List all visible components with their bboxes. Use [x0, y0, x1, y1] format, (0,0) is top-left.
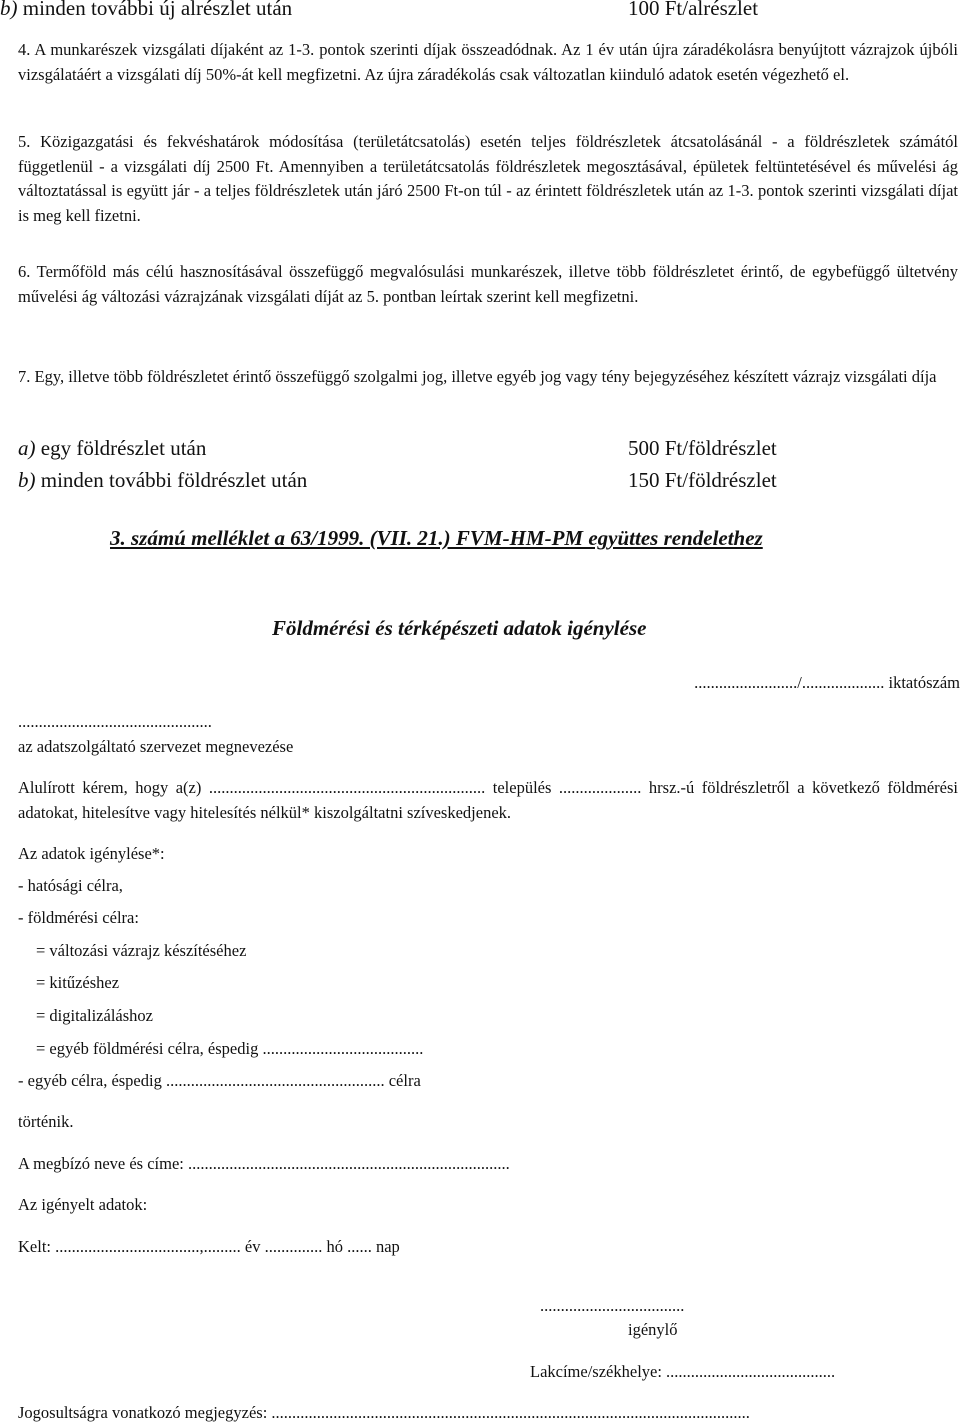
purpose-item: = digitalizáláshoz: [36, 1006, 153, 1025]
client-line: A megbízó neve és címe: ..............................................................................: [18, 1154, 510, 1173]
purpose-header: Az adatok igénylése*:: [18, 844, 165, 863]
request-paragraph: Alulírott kérem, hogy a(z) ................................................................... település .................... hrsz.-ú földrészletről a következő földmérési adatokat, hitelesítve vagy hitelesítés nélkül* kiszolgáltatni szíveskedjenek.: [18, 778, 958, 822]
paragraph-7: 7. Egy, illetve több földrészletet érintő összefüggő szolgalmi jog, illetve egyéb jog vagy tény bejegyzéséhez készített vázrajz vizsgálati díja: [18, 367, 937, 386]
fee-line-b: [18, 468, 307, 493]
organization-name-dots: ...............................................: [18, 712, 212, 731]
fee-prefix: b): [18, 468, 36, 492]
purpose-item: - földmérési célra:: [18, 908, 139, 927]
organization-name-label: az adatszolgáltató szervezet megnevezése: [18, 737, 294, 756]
purpose-item: - hatósági célra,: [18, 876, 123, 895]
fee-prefix: b): [0, 0, 18, 20]
legal-note-line: Jogosultságra vonatkozó megjegyzés: ....................................................................................................................: [18, 1403, 750, 1422]
paragraph-5: 5. Közigazgatási és fekvéshatárok módosítása (területátcsatolás) esetén teljes földrészletek átcsatolásánál - a földrészletek számától függetlenül - a vizsgálati díj 2500 Ft. Amennyiben a területátcsatolás földrészletek megosztásával, épületek feltüntetésével és művelési ág változtatással is együtt jár - a teljes földrészletek után járó 2500 Ft-on túl - az érintett földrészletek után az 1-3. pontok szerinti vizsgálati díjat is meg kell fizetni.: [18, 132, 958, 225]
fee-line-a: [18, 436, 206, 461]
requested-data-label: Az igényelt adatok:: [18, 1195, 148, 1214]
fee-label: minden további földrészlet után: [35, 468, 308, 492]
fee-amount-top: 100 Ft/alrészlet: [628, 0, 759, 20]
tortenik-text: történik.: [18, 1112, 74, 1131]
purpose-item: = változási vázrajz készítéséhez: [36, 941, 247, 960]
annex-title: 3. számú melléklet a 63/1999. (VII. 21.) FVM-HM-PM együttes rendelethez: [110, 526, 763, 550]
fee-amount-a: 500 Ft/földrészlet: [628, 436, 777, 460]
signature-label: igénylő: [628, 1320, 678, 1339]
form-title: Földmérési és térképészeti adatok igénylése: [272, 616, 647, 640]
fee-label: minden további új alrészlet után: [17, 0, 293, 20]
purpose-item: = egyéb földmérési célra, éspedig .......................................: [36, 1039, 424, 1058]
purpose-item: - egyéb célra, éspedig ..................................................... célra: [18, 1071, 421, 1090]
fee-line-top: [0, 0, 292, 21]
paragraph-4: 4. A munkarészek vizsgálati díjaként az 1-3. pontok szerinti díjak összeadódnak. Az 1 év után újra záradékolásra benyújtott vázrajzok újbóli vizsgálatáért a vizsgálati díj 50%-át kell megfizetni. Az újra záradékolás csak változatlan kiinduló adatok esetén végezhető el.: [18, 40, 958, 84]
date-line: Kelt: ...................................,......... év .............. hó ...... nap: [18, 1237, 400, 1256]
fee-amount-b: 150 Ft/földrészlet: [628, 468, 777, 492]
signature-dots: ...................................: [540, 1296, 685, 1315]
address-line: Lakcíme/székhelye: .........................................: [530, 1362, 836, 1381]
fee-prefix: a): [18, 436, 36, 460]
registration-number-field: ........................./.................... iktatószám: [694, 673, 960, 692]
purpose-item: = kitűzéshez: [36, 973, 120, 992]
paragraph-6: 6. Termőföld más célú hasznosításával összefüggő megvalósulási munkarészek, illetve több földrészletet érintő, de egybefüggő ültetvény művelési ág változási vázrajzának vizsgálati díját az 5. pontban leírtak szerint kell megfizetni.: [18, 262, 958, 306]
fee-label: egy földrészlet után: [35, 436, 207, 460]
